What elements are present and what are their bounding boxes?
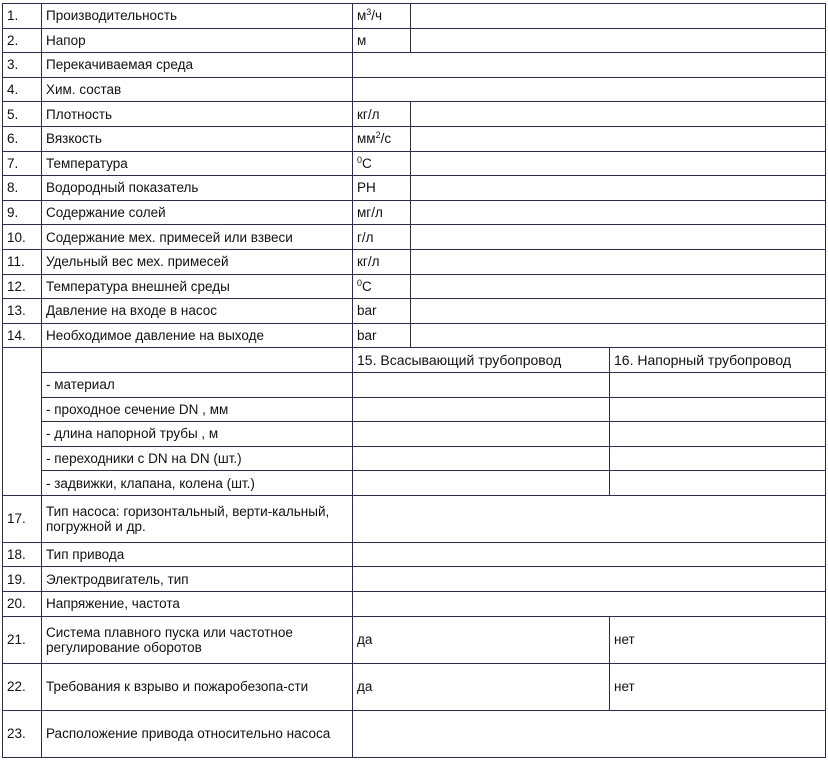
row-number: 17. <box>3 495 42 542</box>
suction-value-cell[interactable] <box>353 446 610 471</box>
no-option[interactable]: нет <box>610 616 826 663</box>
row-label: Требования к взрыво и пожаробезопа-сти <box>42 663 353 710</box>
unit-base: м <box>357 32 367 48</box>
row-label: Система плавного пуска или частотное регулирование оборотов <box>42 616 353 663</box>
value-cell[interactable] <box>411 126 826 151</box>
value-cell[interactable] <box>411 151 826 176</box>
row-label: Водородный показатель <box>42 176 353 201</box>
suction-value-cell[interactable] <box>353 372 610 397</box>
pipeline-label-blank <box>42 348 353 373</box>
row-number: 3. <box>3 53 42 78</box>
row-label: Напор <box>42 28 353 53</box>
row-number: 22. <box>3 663 42 710</box>
table-row <box>3 249 826 274</box>
table-row <box>3 323 826 348</box>
pipeline-param-label: - задвижки, клапана, колена (шт.) <box>42 471 353 496</box>
table-row <box>3 274 826 299</box>
questionnaire-table <box>2 3 826 758</box>
unit-cell <box>353 4 411 29</box>
row-label: Тип насоса: горизонтальный, верти-кальный, погружной и др. <box>42 495 353 542</box>
table-row <box>3 225 826 250</box>
choice-row <box>3 663 826 710</box>
unit-base: bar <box>357 303 377 319</box>
unit-cell <box>353 176 411 201</box>
row-number: 10. <box>3 225 42 250</box>
value-cell[interactable] <box>353 53 826 78</box>
table-row <box>3 151 826 176</box>
value-cell[interactable] <box>411 225 826 250</box>
pressure-value-cell[interactable] <box>610 471 826 496</box>
value-cell[interactable] <box>411 249 826 274</box>
row-label: Расположение привода относительно насоса <box>42 710 353 757</box>
row-label: Содержание солей <box>42 200 353 225</box>
table-row <box>3 126 826 151</box>
row-number: 23. <box>3 710 42 757</box>
row-number: 21. <box>3 616 42 663</box>
unit-sup: 2 <box>375 130 381 141</box>
unit-tail: С <box>362 155 372 171</box>
row-number: 13. <box>3 299 42 324</box>
row-label: Перекачиваемая среда <box>42 53 353 78</box>
pressure-value-cell[interactable] <box>610 372 826 397</box>
unit-tail: /ч <box>371 8 383 24</box>
table-row <box>3 4 826 29</box>
value-cell[interactable] <box>353 710 826 757</box>
pipeline-row <box>3 446 826 471</box>
suction-value-cell[interactable] <box>353 471 610 496</box>
value-cell[interactable] <box>411 200 826 225</box>
pipeline-param-label: - переходники с DN на DN (шт.) <box>42 446 353 471</box>
row-number: 18. <box>3 542 42 567</box>
table-row <box>3 592 826 617</box>
row-label: Удельный вес мех. примесей <box>42 249 353 274</box>
yes-option[interactable]: да <box>353 616 610 663</box>
pipeline-number-cell <box>3 348 42 496</box>
value-cell[interactable] <box>353 567 826 592</box>
unit-cell <box>353 249 411 274</box>
unit-base: кг/л <box>357 254 380 270</box>
pipeline-row <box>3 422 826 447</box>
choice-row <box>3 616 826 663</box>
row-label: Температура внешней среды <box>42 274 353 299</box>
pipeline-row <box>3 397 826 422</box>
value-cell[interactable] <box>353 77 826 102</box>
value-cell[interactable] <box>353 495 826 542</box>
unit-cell <box>353 323 411 348</box>
unit-cell <box>353 102 411 127</box>
row-number: 2. <box>3 28 42 53</box>
table-row <box>3 102 826 127</box>
row-label: Электродвигатель, тип <box>42 567 353 592</box>
pipeline-row <box>3 471 826 496</box>
table-row <box>3 495 826 542</box>
row-label: Производительность <box>42 4 353 29</box>
unit-base: bar <box>357 328 377 344</box>
unit-cell <box>353 28 411 53</box>
row-label: Вязкость <box>42 126 353 151</box>
suction-pipe-header: 15. Всасывающий трубопровод <box>353 348 610 373</box>
unit-cell <box>353 151 411 176</box>
unit-base: м <box>357 8 367 24</box>
row-number: 19. <box>3 567 42 592</box>
unit-sup: 0 <box>357 154 363 165</box>
unit-sup: 3 <box>366 7 372 18</box>
suction-value-cell[interactable] <box>353 422 610 447</box>
pressure-value-cell[interactable] <box>610 397 826 422</box>
table-row <box>3 28 826 53</box>
table-row <box>3 542 826 567</box>
row-number: 12. <box>3 274 42 299</box>
row-number: 6. <box>3 126 42 151</box>
unit-cell <box>353 225 411 250</box>
pipeline-header-row <box>3 348 826 373</box>
row-number: 7. <box>3 151 42 176</box>
value-cell[interactable] <box>411 299 826 324</box>
row-label: Хим. состав <box>42 77 353 102</box>
unit-base: мм <box>357 131 376 147</box>
unit-cell <box>353 299 411 324</box>
unit-base: г/л <box>357 229 374 245</box>
value-cell[interactable] <box>411 274 826 299</box>
value-cell[interactable] <box>353 542 826 567</box>
table-row <box>3 200 826 225</box>
value-cell[interactable] <box>353 592 826 617</box>
row-label: Напряжение, частота <box>42 592 353 617</box>
table-row <box>3 299 826 324</box>
row-number: 14. <box>3 323 42 348</box>
pipeline-param-label: - материал <box>42 372 353 397</box>
row-label: Давление на входе в насос <box>42 299 353 324</box>
value-cell[interactable] <box>411 176 826 201</box>
questionnaire-body <box>3 4 826 758</box>
value-cell[interactable] <box>411 28 826 53</box>
pipeline-row <box>3 372 826 397</box>
row-number: 9. <box>3 200 42 225</box>
row-number: 20. <box>3 592 42 617</box>
pressure-value-cell[interactable] <box>610 446 826 471</box>
table-row <box>3 77 826 102</box>
unit-tail: С <box>362 278 372 294</box>
value-cell[interactable] <box>411 102 826 127</box>
row-label: Необходимое давление на выходе <box>42 323 353 348</box>
table-row <box>3 710 826 757</box>
yes-option[interactable]: да <box>353 663 610 710</box>
pipeline-param-label: - проходное сечение DN , мм <box>42 397 353 422</box>
row-number: 4. <box>3 77 42 102</box>
unit-cell <box>353 126 411 151</box>
value-cell[interactable] <box>411 4 826 29</box>
no-option[interactable]: нет <box>610 663 826 710</box>
suction-value-cell[interactable] <box>353 397 610 422</box>
row-number: 8. <box>3 176 42 201</box>
pressure-pipe-header: 16. Напорный трубопровод <box>610 348 826 373</box>
table-row <box>3 53 826 78</box>
row-number: 1. <box>3 4 42 29</box>
row-label: Температура <box>42 151 353 176</box>
unit-cell <box>353 274 411 299</box>
unit-base: PH <box>357 180 376 196</box>
row-label: Содержание мех. примесей или взвеси <box>42 225 353 250</box>
table-row <box>3 567 826 592</box>
value-cell[interactable] <box>411 323 826 348</box>
row-number: 11. <box>3 249 42 274</box>
unit-cell <box>353 200 411 225</box>
table-row <box>3 176 826 201</box>
row-label: Тип привода <box>42 542 353 567</box>
unit-base: кг/л <box>357 106 380 122</box>
row-label: Плотность <box>42 102 353 127</box>
unit-tail: /с <box>380 131 392 147</box>
pressure-value-cell[interactable] <box>610 422 826 447</box>
unit-sup: 0 <box>357 277 363 288</box>
row-number: 5. <box>3 102 42 127</box>
pipeline-param-label: - длина напорной трубы , м <box>42 422 353 447</box>
unit-base: мг/л <box>357 205 383 221</box>
